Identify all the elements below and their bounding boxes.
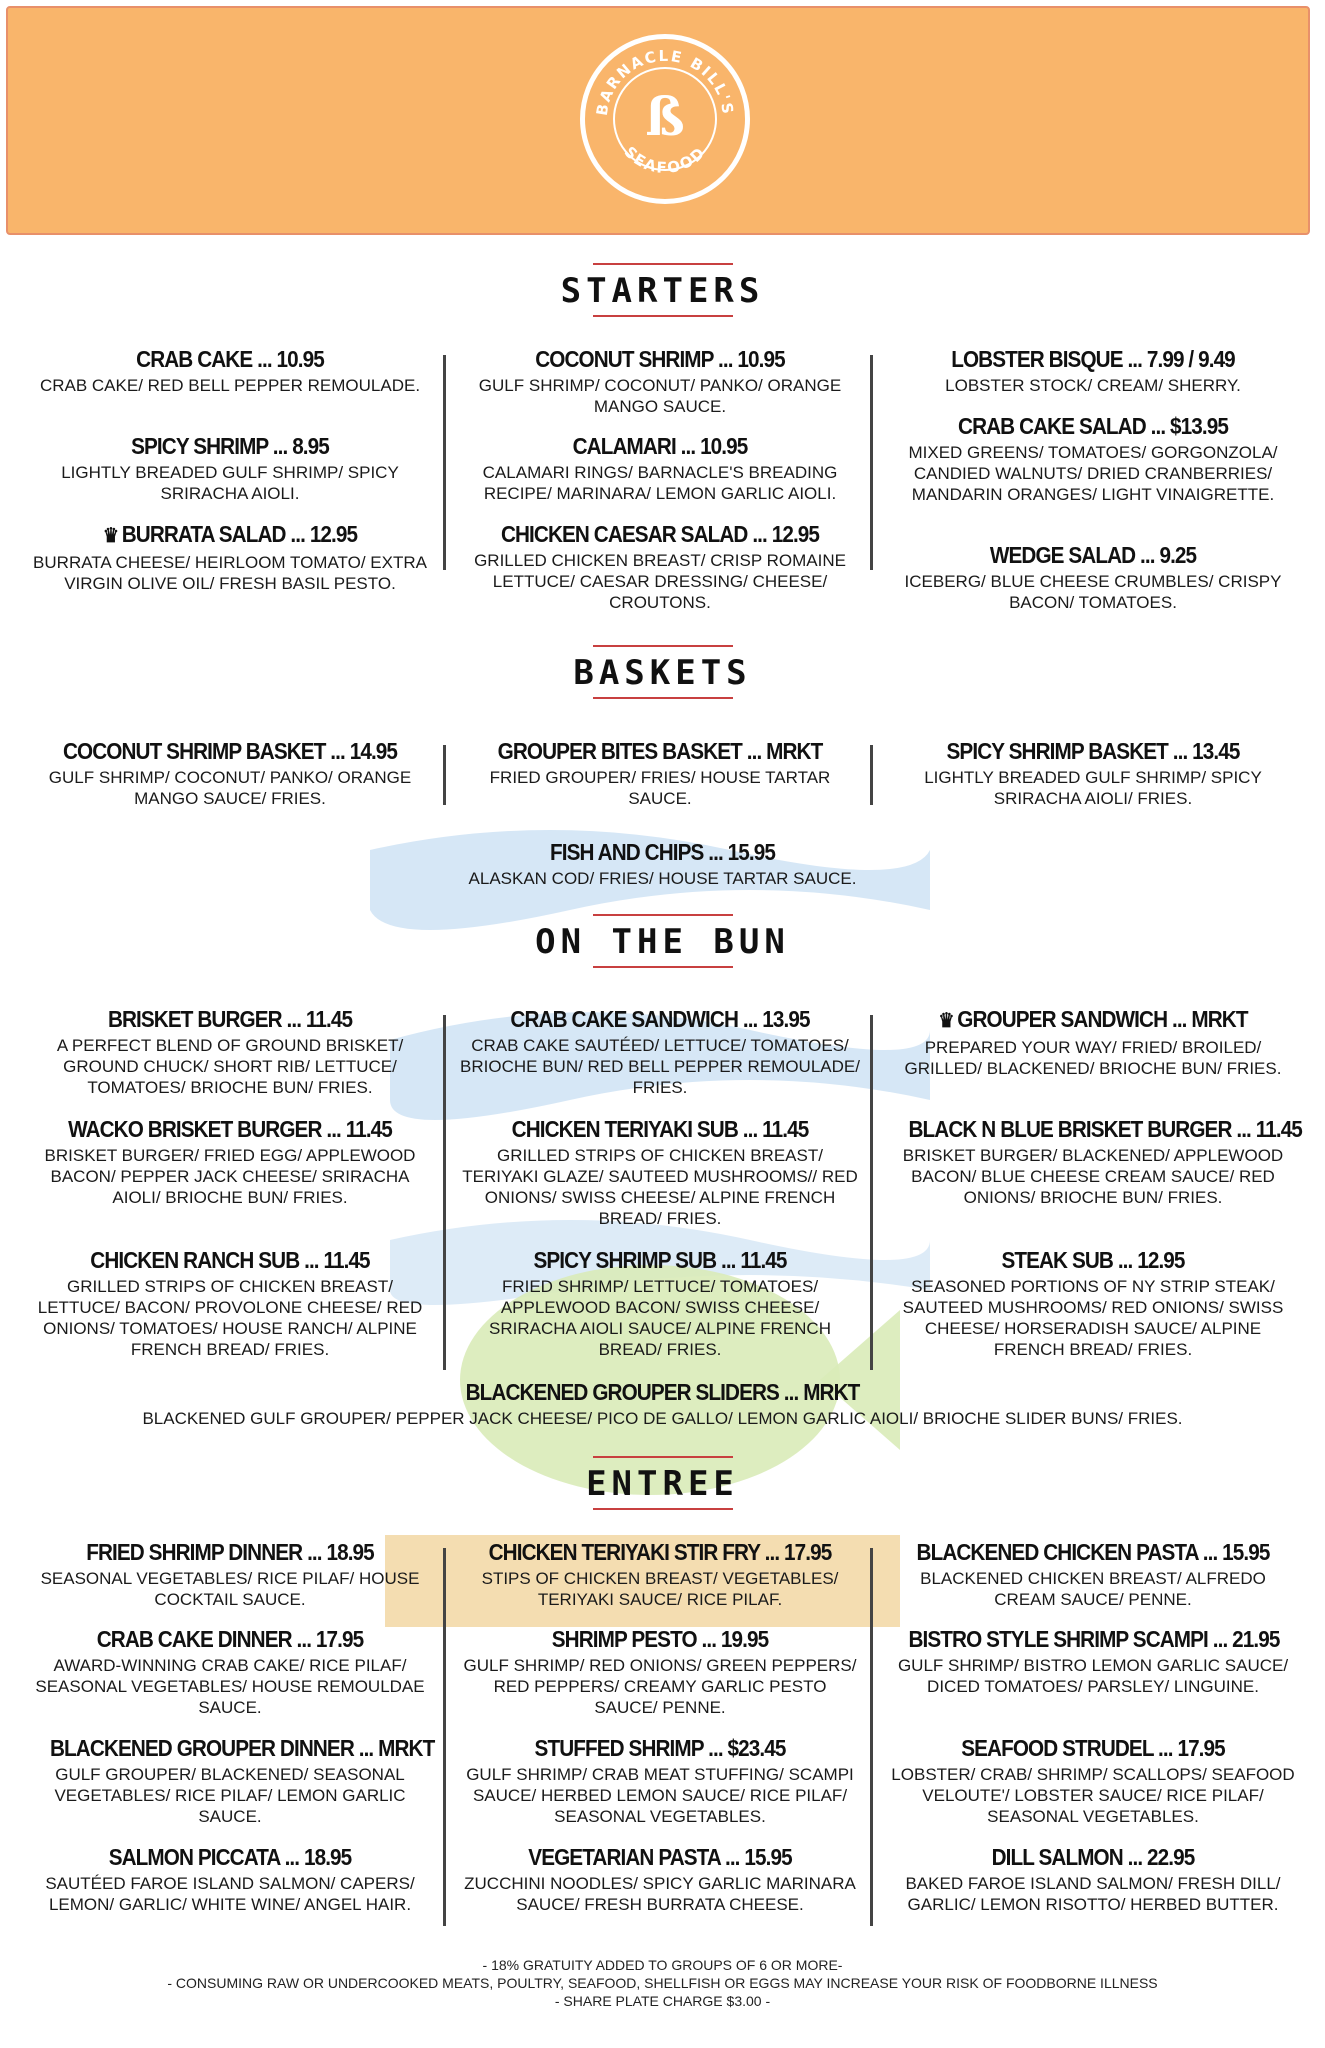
menu-item: ♛ BURRATA SALAD ... 12.95 BURRATA CHEESE/ HEIRLOOM TOMATO/ EXTRA VIRGIN OLIVE OIL/ FRESH BASIL PESTO.	[33, 521, 427, 593]
menu-item: FRIED SHRIMP DINNER ... 18.95 SEASONAL VEGETABLES/ RICE PILAF/ HOUSE COCKTAIL SAUCE.	[40, 1539, 420, 1609]
column-divider	[870, 1015, 873, 1370]
menu-item: SPICY SHRIMP SUB ... 11.45 FRIED SHRIMP/ LETTUCE/ TOMATOES/ APPLEWOOD BACON/ SWISS CHEESE/ SRIRACHA AIOLI SAUCE/ ALPINE FRENCH BREAD/ FRIES.	[489, 1247, 831, 1359]
menu-item: DILL SALMON ... 22.95 BAKED FAROE ISLAND SALMON/ FRESH DILL/ GARLIC/ LEMON RISOTTO/ HERBED BUTTER.	[905, 1844, 1281, 1914]
header-banner	[6, 6, 1310, 235]
column-divider	[443, 1015, 446, 1370]
menu-item: CHICKEN CAESAR SALAD ... 12.95 GRILLED CHICKEN BREAST/ CRISP ROMAINE LETTUCE/ CAESAR DRESSING/ CHEESE/ CROUTONS.	[474, 521, 846, 612]
section-title-on-the-bun: ON THE BUN	[535, 922, 790, 962]
column-divider	[870, 1548, 873, 1926]
menu-item: SPICY SHRIMP ... 8.95 LIGHTLY BREADED GULF SHRIMP/ SPICY SRIRACHA AIOLI.	[61, 433, 399, 503]
section-title-starters: STARTERS	[560, 271, 765, 311]
menu-item: CHICKEN RANCH SUB ... 11.45 GRILLED STRIPS OF CHICKEN BREAST/ LETTUCE/ BACON/ PROVOLONE CHEESE/ RED ONIONS/ TOMATOES/ HOUSE RANCH/ ALPINE FRENCH BREAD/ FRIES.	[37, 1247, 423, 1359]
crown-icon: ♛	[938, 1010, 954, 1032]
consumer-advisory: - CONSUMING RAW OR UNDERCOOKED MEATS, POULTRY, SEAFOOD, SHELLFISH OR EGGS MAY INCREASE YOUR RISK OF FOODBORNE ILLNESS	[167, 1975, 1158, 1991]
section-title-entree: ENTREE	[586, 1464, 739, 1504]
menu-item: BLACKENED GROUPER SLIDERS ... MRKT BLACKENED GULF GROUPER/ PEPPER JACK CHEESE/ PICO DE GALLO/ LEMON GARLIC AIOLI/ BRIOCHE SLIDER BUNS/ FRIES.	[142, 1379, 1183, 1428]
logo-b-mark: ß	[645, 87, 685, 148]
menu-item: GROUPER BITES BASKET ... MRKT FRIED GROUPER/ FRIES/ HOUSE TARTAR SAUCE.	[489, 738, 831, 808]
section-entree	[0, 1456, 1325, 1510]
menu-item: CRAB CAKE SANDWICH ... 13.95 CRAB CAKE SAUTÉED/ LETTUCE/ TOMATOES/ BRIOCHE BUN/ RED BELL PEPPER REMOULADE/ FRIES.	[460, 1006, 860, 1097]
menu-item: CHICKEN TERIYAKI SUB ... 11.45 GRILLED STRIPS OF CHICKEN BREAST/ TERIYAKI GLAZE/ SAUTEED MUSHROOMS// RED ONIONS/ SWISS CHEESE/ ALPINE FRENCH BREAD/ FRIES.	[462, 1116, 858, 1228]
svg-text:BARNACLE BILL'S: BARNACLE BILL'S	[592, 46, 738, 117]
column-divider	[443, 745, 446, 805]
section-title-baskets: BASKETS	[573, 653, 752, 693]
menu-item: COCONUT SHRIMP ... 10.95 GULF SHRIMP/ COCONUT/ PANKO/ ORANGE MANGO SAUCE.	[478, 346, 842, 416]
menu-item: BISTRO STYLE SHRIMP SCAMPI ... 21.95 GULF SHRIMP/ BISTRO LEMON GARLIC SAUCE/ DICED TOMATOES/ PARSLEY/ LINGUINE.	[897, 1626, 1289, 1696]
logo-inner-ring	[613, 67, 717, 171]
menu-item: CRAB CAKE DINNER ... 17.95 AWARD-WINNING CRAB CAKE/ RICE PILAF/ SEASONAL VEGETABLES/ HOUSE REMOULDAE SAUCE.	[35, 1626, 425, 1717]
menu-item: CALAMARI ... 10.95 CALAMARI RINGS/ BARNACLE'S BREADING RECIPE/ MARINARA/ LEMON GARLIC AIOLI.	[482, 433, 838, 503]
menu-item: CHICKEN TERIYAKI STIR FRY ... 17.95 STIPS OF CHICKEN BREAST/ VEGETABLES/ TERIYAKI SAUCE/ RICE PILAF.	[481, 1539, 839, 1609]
menu-item: STEAK SUB ... 12.95 SEASONED PORTIONS OF NY STRIP STEAK/ SAUTEED MUSHROOMS/ RED ONIONS/ SWISS CHEESE/ HORSERADISH SAUCE/ ALPINE FRENCH BREAD/ FRIES.	[902, 1247, 1284, 1359]
menu-item: FISH AND CHIPS ... 15.95 ALASKAN COD/ FRIES/ HOUSE TARTAR SAUCE.	[468, 839, 857, 888]
column-divider	[443, 355, 446, 570]
column-divider	[870, 745, 873, 805]
menu-item: CRAB CAKE ... 10.95 CRAB CAKE/ RED BELL PEPPER REMOULADE.	[39, 346, 421, 395]
menu-item: SALMON PICCATA ... 18.95 SAUTÉED FAROE ISLAND SALMON/ CAPERS/ LEMON/ GARLIC/ WHITE WINE/ ANGEL HAIR.	[45, 1844, 415, 1914]
gratuity-note: - 18% GRATUITY ADDED TO GROUPS OF 6 OR MORE-	[482, 1957, 843, 1973]
section-baskets	[0, 645, 1325, 699]
menu-item: CRAB CAKE SALAD ... $13.95 MIXED GREENS/ TOMATOES/ GORGONZOLA/ CANDIED WALNUTS/ DRIED CRANBERRIES/ MANDARIN ORANGES/ LIGHT VINAIGRETTE.	[908, 413, 1278, 504]
footer-notes	[0, 1956, 1325, 2010]
menu-item: COCONUT SHRIMP BASKET ... 14.95 GULF SHRIMP/ COCONUT/ PANKO/ ORANGE MANGO SAUCE/ FRIES.	[48, 738, 412, 808]
menu-item: BLACK N BLUE BRISKET BURGER ... 11.45 BRISKET BURGER/ BLACKENED/ APPLEWOOD BACON/ BLUE CHEESE CREAM SAUCE/ RED ONIONS/ BRIOCHE BUN/ FRIES.	[902, 1116, 1302, 1207]
menu-item: SEAFOOD STRUDEL ... 17.95 LOBSTER/ CRAB/ SHRIMP/ SCALLOPS/ SEAFOOD VELOUTE'/ LOBSTER SAUCE/ RICE PILAF/ SEASONAL VEGETABLES.	[891, 1735, 1295, 1826]
share-plate-charge: - SHARE PLATE CHARGE $3.00 -	[554, 1993, 771, 2009]
menu-item: BRISKET BURGER ... 11.45 A PERFECT BLEND OF GROUND BRISKET/ GROUND CHUCK/ SHORT RIB/ LETTUCE/ TOMATOES/ BRIOCHE BUN/ FRIES.	[56, 1006, 404, 1097]
barnacle-bills-logo	[580, 34, 750, 204]
menu-item: VEGETARIAN PASTA ... 15.95 ZUCCHINI NOODLES/ SPICY GARLIC MARINARA SAUCE/ FRESH BURRATA CHEESE.	[464, 1844, 856, 1914]
column-divider	[443, 1548, 446, 1926]
menu-item: SPICY SHRIMP BASKET ... 13.45 LIGHTLY BREADED GULF SHRIMP/ SPICY SRIRACHA AIOLI/ FRIES.	[924, 738, 1262, 808]
menu-item: WEDGE SALAD ... 9.25 ICEBERG/ BLUE CHEESE CRUMBLES/ CRISPY BACON/ TOMATOES.	[904, 542, 1282, 612]
section-starters	[0, 263, 1325, 317]
menu-item: WACKO BRISKET BURGER ... 11.45 BRISKET BURGER/ FRIED EGG/ APPLEWOOD BACON/ PEPPER JACK CHEESE/ SRIRACHA AIOLI/ BRIOCHE BUN/ FRIES.	[44, 1116, 416, 1207]
menu-item: BLACKENED GROUPER DINNER ... MRKT GULF GROUPER/ BLACKENED/ SEASONAL VEGETABLES/ RICE PILAF/ LEMON GARLIC SAUCE.	[50, 1735, 435, 1826]
svg-text:SEAFOOD: SEAFOOD	[620, 142, 710, 178]
menu-item: ♛ GROUPER SANDWICH ... MRKT PREPARED YOUR WAY/ FRIED/ BROILED/ GRILLED/ BLACKENED/ BRIOCHE BUN/ FRIES.	[904, 1006, 1282, 1078]
menu-item: BLACKENED CHICKEN PASTA ... 15.95 BLACKENED CHICKEN BREAST/ ALFREDO CREAM SAUCE/ PENNE.	[916, 1539, 1270, 1609]
menu-item: SHRIMP PESTO ... 19.95 GULF SHRIMP/ RED ONIONS/ GREEN PEPPERS/ RED PEPPERS/ CREAMY GARLIC PESTO SAUCE/ PENNE.	[463, 1626, 857, 1717]
crown-icon: ♛	[102, 525, 119, 547]
menu-item: LOBSTER BISQUE ... 7.99 / 9.49 LOBSTER STOCK/ CREAM/ SHERRY.	[945, 346, 1241, 395]
section-on-the-bun	[0, 914, 1325, 968]
menu-item: STUFFED SHRIMP ... $23.45 GULF SHRIMP/ CRAB MEAT STUFFING/ SCAMPI SAUCE/ HERBED LEMON SAUCE/ RICE PILAF/ SEASONAL VEGETABLES.	[466, 1735, 854, 1826]
column-divider	[870, 355, 873, 570]
